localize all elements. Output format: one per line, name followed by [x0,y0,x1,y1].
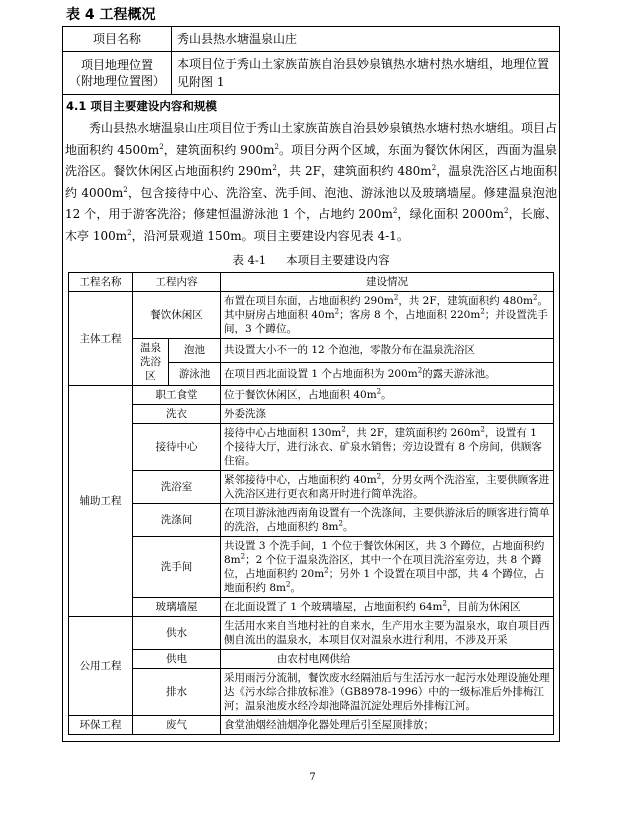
table-row [69,669,554,716]
overview-table [62,26,560,742]
project-location-row [63,52,560,95]
section-41-title: 4.1 项目主要建设内容和规模 [66,99,217,113]
content-toilet: 洗手间 [133,537,221,598]
detail-wash-room: 在项目游泳池西南角设置有一个洗涤间，主要供游泳后的顾客进行简单的洗浴，占地面积约 $8m^2$。 [221,504,554,537]
group-aux: 辅助工程 [69,386,133,617]
header-construction-status: 建设情况 [221,273,554,292]
detail-water-supply: 生活用水来自当地村社的自来水，生产用水主要为温泉水，取自项目西侧自流出的温泉水，本项目仅对温泉水进行利用，不涉及开采 [221,617,554,650]
table-row [69,716,554,735]
table-caption-number: 表 4-1 [232,253,267,267]
table-row [69,386,554,405]
content-glass-house: 玻璃墙屋 [133,598,221,617]
group-public: 公用工程 [69,617,133,716]
page-number: 7 [309,772,316,783]
content-bathroom: 洗浴室 [133,471,221,504]
table-row [69,471,554,504]
table-row [69,405,554,424]
table-row [69,617,554,650]
project-description: 秀山县热水塘温泉山庄项目位于秀山土家族苗族自治县妙泉镇热水塘村热水塘组。项目占地面积约 $4500m^2$，建筑面积约 $900m^2$。项目分两个区域，东面为餐饮休闲区，西面为温泉洗浴区。餐饮休闲区占地面积约 $290m^2$，共 2F，建筑面积约 $480m^2$，温泉洗浴区占地面积约 $4000m^2$，包含接待中心、洗浴室、洗手间、泡池、游泳池以及玻璃墙屋。修建温泉泡池 12 个，用于游客洗浴；修建恒温游泳池 1 个，占地约 $200m^2$，绿化面积 $2000m^2$，长廊、木亭 $100m^2$，沿河景观道 150m。项目主要建设内容见表 4-1。 [65,121,558,243]
detail-laundry: 外委洗涤 [221,405,554,424]
project-location-label [63,52,172,95]
content-wash-room: 洗涤间 [133,504,221,537]
content-laundry: 洗衣 [133,405,221,424]
table-row [69,650,554,669]
detail-power-supply: 由农村电网供给 [221,650,554,669]
section-title: 表 4 工程概况 [66,7,156,23]
content-power-supply: 供电 [133,650,221,669]
detail-reception: 接待中心占地面积 $130m^2$，共 2F，建筑面积约 $260m^2$，设置有 1 个接待大厅，进行泳衣、矿泉水销售；旁边设置有 8 个房间，供顾客住宿。 [221,424,554,471]
content-hotspring-area: 温泉洗浴区 [133,339,169,386]
group-env: 环保工程 [69,716,133,735]
project-name-value: 秀山县热水塘温泉山庄 [172,27,560,52]
table-row [69,537,554,598]
detail-canteen: 位于餐饮休闲区，占地面积 $40m^2$。 [221,386,554,405]
detail-glass-house: 在北面设置了 1 个玻璃墙屋，占地面积约 $64m^2$，目前为休闲区 [221,598,554,617]
detail-soak-pool: 共设置大小不一的 12 个泡池，零散分布在温泉洗浴区 [221,339,554,363]
table-caption [63,252,559,268]
table-row [69,292,554,339]
detail-dining: 布置在项目东面，占地面积约 $290m^2$，共 2F，建筑面积约 $480m^2$。其中厨房占地面积 $40m^2$；客房 8 个，占地面积 $220m^2$；并设置洗手间，3 个蹲位。 [221,292,554,339]
section-41-row [63,95,560,742]
construction-content-table [68,272,554,735]
content-water-supply: 供水 [133,617,221,650]
project-name-row [63,27,560,52]
detail-swimming-pool: 在项目西北面设置 1 个占地面积为 $200m^2$的露天游泳池。 [221,362,554,386]
project-location-value: 本项目位于秀山土家族苗族自治县妙泉镇热水塘村热水塘组，地理位置见附图 1 [172,52,560,95]
content-soak-pool: 泡池 [169,339,221,363]
content-reception: 接待中心 [133,424,221,471]
detail-toilet: 共设置 3 个洗手间，1 个位于餐饮休闲区，共 3 个蹲位，占地面积约 $8m^2$；2 个位于温泉洗浴区，其中一个在项目洗浴室旁边，共 8 个蹲位，占地面积约 $20m^2$；另外 1 个设置在项目中部，共 4 个蹲位，占地面积约 $8m^2$。 [221,537,554,598]
table-header-row [69,273,554,292]
content-canteen: 职工食堂 [133,386,221,405]
detail-drainage: 采用雨污分流制，餐饮废水经隔油后与生活污水一起污水处理设施处理达《污水综合排放标准》（GB8978-1996）中的一级标准后外排梅江河；温泉池废水经冷却池降温沉淀处理后外排梅江河。 [221,669,554,716]
table-row [69,598,554,617]
table-row [69,504,554,537]
header-project-content: 工程内容 [133,273,221,292]
content-drainage: 排水 [133,669,221,716]
detail-bathroom: 紧邻接待中心，占地面积约 $40m^2$，分男女两个洗浴室，主要供顾客进入洗浴区进行更衣和离开时进行简单洗浴。 [221,471,554,504]
location-label-line1: 项目地理位置 [80,58,153,72]
content-dining: 餐饮休闲区 [133,292,221,339]
detail-exhaust-gas: 食堂油烟经油烟净化器处理后引至屋顶排放； [221,716,554,735]
table-row [69,424,554,471]
project-name-label: 项目名称 [63,27,172,52]
content-exhaust-gas: 废气 [133,716,221,735]
group-main: 主体工程 [69,292,133,386]
table-caption-title: 本项目主要建设内容 [286,253,390,267]
section-41-cell [63,95,560,742]
header-project-name: 工程名称 [69,273,133,292]
location-label-line2: （附地理位置图） [68,74,165,88]
content-swimming-pool: 游泳池 [169,362,221,386]
table-row [69,339,554,363]
